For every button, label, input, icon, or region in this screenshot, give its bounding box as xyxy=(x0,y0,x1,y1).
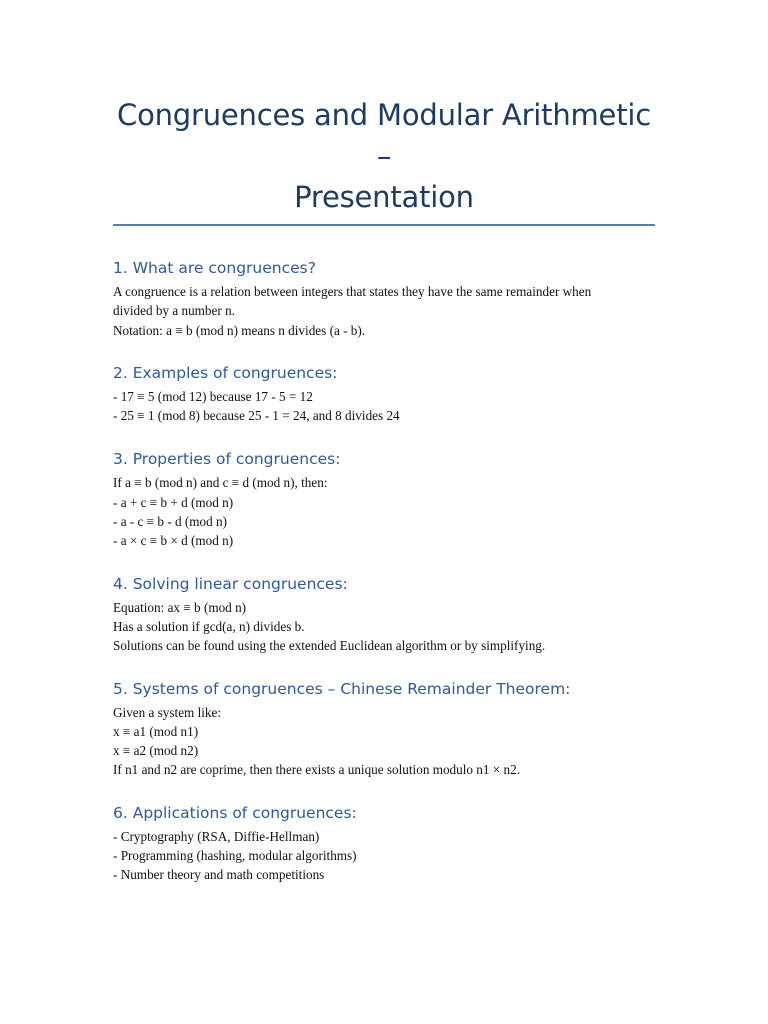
section-heading: 3. Properties of congruences: xyxy=(113,450,341,469)
body-line: - a - c ≡ b - d (mod n) xyxy=(113,514,227,530)
title-line-1: Congruences and Modular Arithmetic – xyxy=(117,98,651,173)
body-line: x ≡ a2 (mod n2) xyxy=(113,743,199,759)
body-line: Equation: ax ≡ b (mod n) xyxy=(113,599,247,615)
body-line: Has a solution if gcd(a, n) divides b. xyxy=(113,618,305,634)
title-line-2: Presentation xyxy=(294,180,474,214)
section-examples xyxy=(113,363,655,426)
body-line: Notation: a ≡ b (mod n) means n divides (a - b). xyxy=(113,322,366,338)
body-line: Given a system like: xyxy=(113,704,222,720)
body-line: x ≡ a1 (mod n1) xyxy=(113,723,199,739)
section-heading: 6. Applications of congruences: xyxy=(113,803,357,822)
body-line: - 25 ≡ 1 (mod 8) because 25 - 1 = 24, and 8 divides 24 xyxy=(113,408,400,424)
body-line: Solutions can be found using the extended Euclidean algorithm or by simplifying. xyxy=(113,638,546,654)
section-heading: 4. Solving linear congruences: xyxy=(113,574,348,593)
section-solving-linear xyxy=(113,574,655,656)
section-applications xyxy=(113,803,655,885)
section-properties xyxy=(113,449,655,550)
body-line: - 17 ≡ 5 (mod 12) because 17 - 5 = 12 xyxy=(113,388,313,404)
body-line: If a ≡ b (mod n) and c ≡ d (mod n), then: xyxy=(113,475,328,491)
body-line: - a + c ≡ b + d (mod n) xyxy=(113,494,234,510)
title-divider xyxy=(113,224,655,226)
body-line: - Number theory and math competitions xyxy=(113,867,325,883)
section-what-are-congruences xyxy=(113,258,655,340)
body-line: - a × c ≡ b × d (mod n) xyxy=(113,533,234,549)
section-systems-crt xyxy=(113,679,655,780)
section-heading: 1. What are congruences? xyxy=(113,259,316,277)
document-title xyxy=(113,95,655,218)
body-line: If n1 and n2 are coprime, then there exists a unique solution modulo n1 × n2. xyxy=(113,762,521,778)
section-heading: 5. Systems of congruences – Chinese Remainder Theorem: xyxy=(113,679,571,698)
document-page xyxy=(113,0,655,885)
body-line: - Programming (hashing, modular algorithms) xyxy=(113,848,357,864)
section-heading: 2. Examples of congruences: xyxy=(113,363,338,382)
body-line: A congruence is a relation between integers that states they have the same remainder when xyxy=(113,284,592,299)
body-line: divided by a number n. xyxy=(113,303,235,319)
body-line: - Cryptography (RSA, Diffie-Hellman) xyxy=(113,828,320,844)
